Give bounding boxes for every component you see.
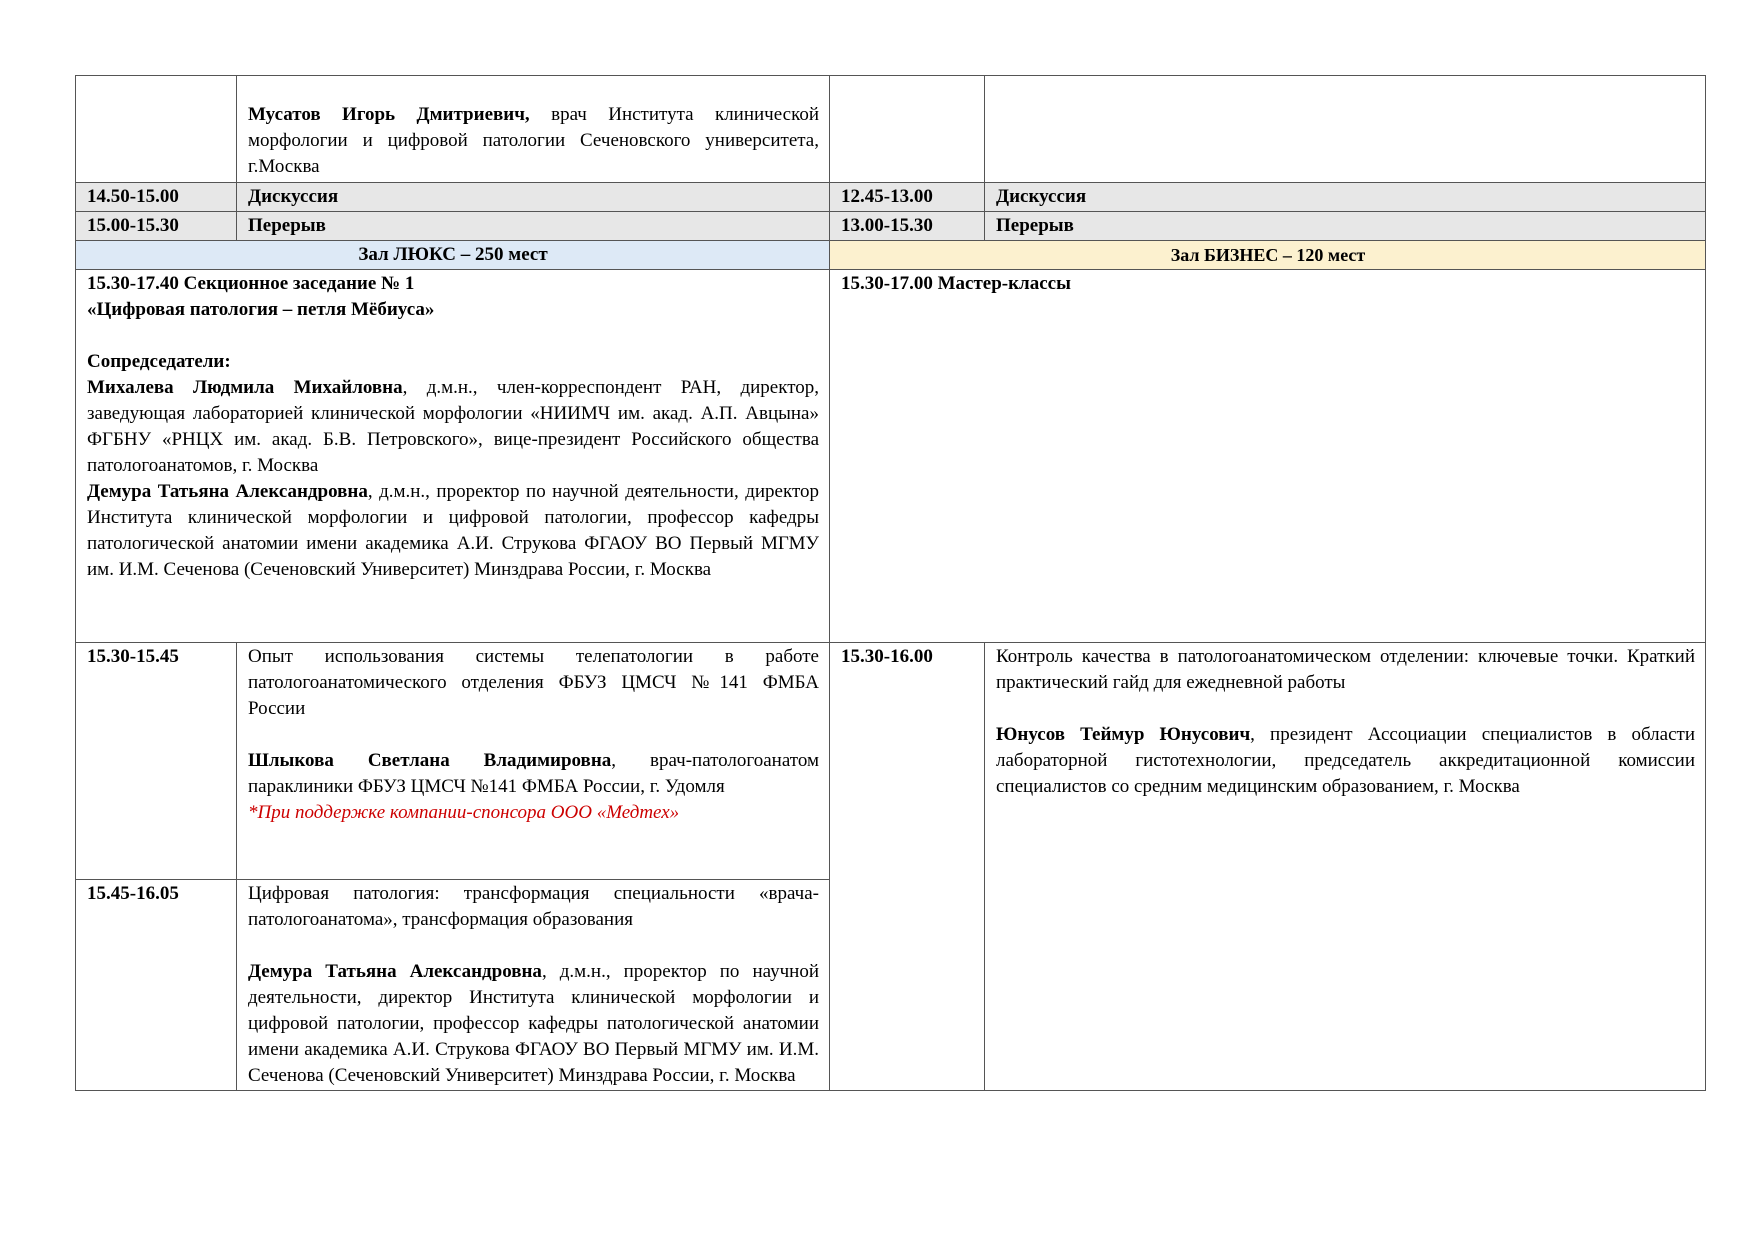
cochair-affiliation: , д.м.н., член-корреспондент РАН, директор, заведующая лабораторией клинической морфологии «НИИМЧ им. акад. А.П. Авцына» ФГБНУ «РНЦХ им. акад. Б.В. Петровского», вице-президент Российского общества патологоанатомов, г. Москва [87,377,819,476]
time-cell: 15.30-16.00 [830,643,985,1091]
talk-title: Опыт использования системы телепатологии в работе патологоанатомического отделения ФБУЗ ЦМСЧ №141 ФМБА России [248,646,819,719]
time-cell: 12.45-13.00 [830,183,985,212]
section-subtitle: «Цифровая патология – петля Мёбиуса» [87,299,435,320]
cochair-affiliation: , д.м.н., проректор по научной деятельности, директор Института клинической морфологии и цифровой патологии, профессор кафедры патологической анатомии имени академика А.И. Струкова ФГАОУ ВО Первый МГМУ им. И.М. Сеченова (Сеченовский Университет) Минздрава России, г. Москва [87,481,819,580]
cochair-info [87,479,819,583]
talk-cell-empty [985,76,1706,183]
table-row [76,212,1706,241]
speaker-name: Демура Татьяна Александровна [248,961,542,982]
table-row [76,76,1706,183]
talk-title: Цифровая патология: трансформация специальности «врача-патологоанатома», трансформация образования [248,883,819,930]
speaker-info [996,722,1695,800]
masterclass-talk-title: Контроль качества в патологоанатомическом отделении: ключевые точки. Краткий практический гайд для ежедневной работы [996,646,1695,693]
time-cell: 14.50-15.00 [76,183,237,212]
break-label: Перерыв [237,212,830,241]
section-cell [76,270,830,643]
masterclass-talk-cell [985,643,1706,1091]
program-table [75,75,1706,1091]
sponsor-note: *При поддержке компании-спонсора ООО «Медтех» [248,802,680,823]
hall-business-header: Зал БИЗНЕС – 120 мест [830,241,1706,270]
time-cell-empty [76,76,237,183]
speaker-name: Мусатов Игорь Дмитриевич, [248,104,530,125]
speaker-name: Шлыкова Светлана Владимировна [248,750,612,771]
table-row [76,270,1706,643]
section-title: 15.30-17.40 Секционное заседание № 1 [87,273,415,294]
speaker-info [248,102,819,180]
talk-cell [237,880,830,1091]
time-cell: 15.00-15.30 [76,212,237,241]
masterclass-title: 15.30-17.00 Мастер-классы [841,273,1071,294]
talk-cell [237,76,830,183]
masterclass-cell [830,270,1706,643]
discussion-label: Дискуссия [985,183,1706,212]
cochair-name: Михалева Людмила Михайловна [87,377,403,398]
cochair-info [87,375,819,479]
break-label: Перерыв [985,212,1706,241]
talk-cell [237,643,830,880]
table-row [76,183,1706,212]
speaker-affiliation: , врач-патологоанатом параклиники ФБУЗ ЦМСЧ №141 ФМБА России, г. Удомля [248,750,819,797]
time-cell: 15.45-16.05 [76,880,237,1091]
time-cell: 13.00-15.30 [830,212,985,241]
time-cell-empty [830,76,985,183]
cochair-name: Демура Татьяна Александровна [87,481,368,502]
speaker-affiliation: , д.м.н., проректор по научной деятельности, директор Института клинической морфологии и цифровой патологии, профессор кафедры патологической анатомии имени академика А.И. Струкова ФГАОУ ВО Первый МГМУ им. И.М. Сеченова (Сеченовский Университет) Минздрава России, г. Москва [248,961,819,1086]
speaker-name: Юнусов Теймур Юнусович [996,724,1251,745]
table-row [76,241,1706,270]
time-cell: 15.30-15.45 [76,643,237,880]
speaker-info [248,748,819,800]
speaker-affiliation: , президент Ассоциации специалистов в области лабораторной гистотехнологии, председатель аккредитационной комиссии специалистов со средним медицинским образованием, г. Москва [996,724,1695,797]
speaker-info [248,959,819,1089]
table-row [76,643,1706,880]
speaker-affiliation: врач Института клинической морфологии и цифровой патологии Сеченовского университета, г.Москва [248,104,820,177]
discussion-label: Дискуссия [237,183,830,212]
cochairs-label: Сопредседатели: [87,351,231,372]
hall-lux-header: Зал ЛЮКС – 250 мест [76,241,830,270]
